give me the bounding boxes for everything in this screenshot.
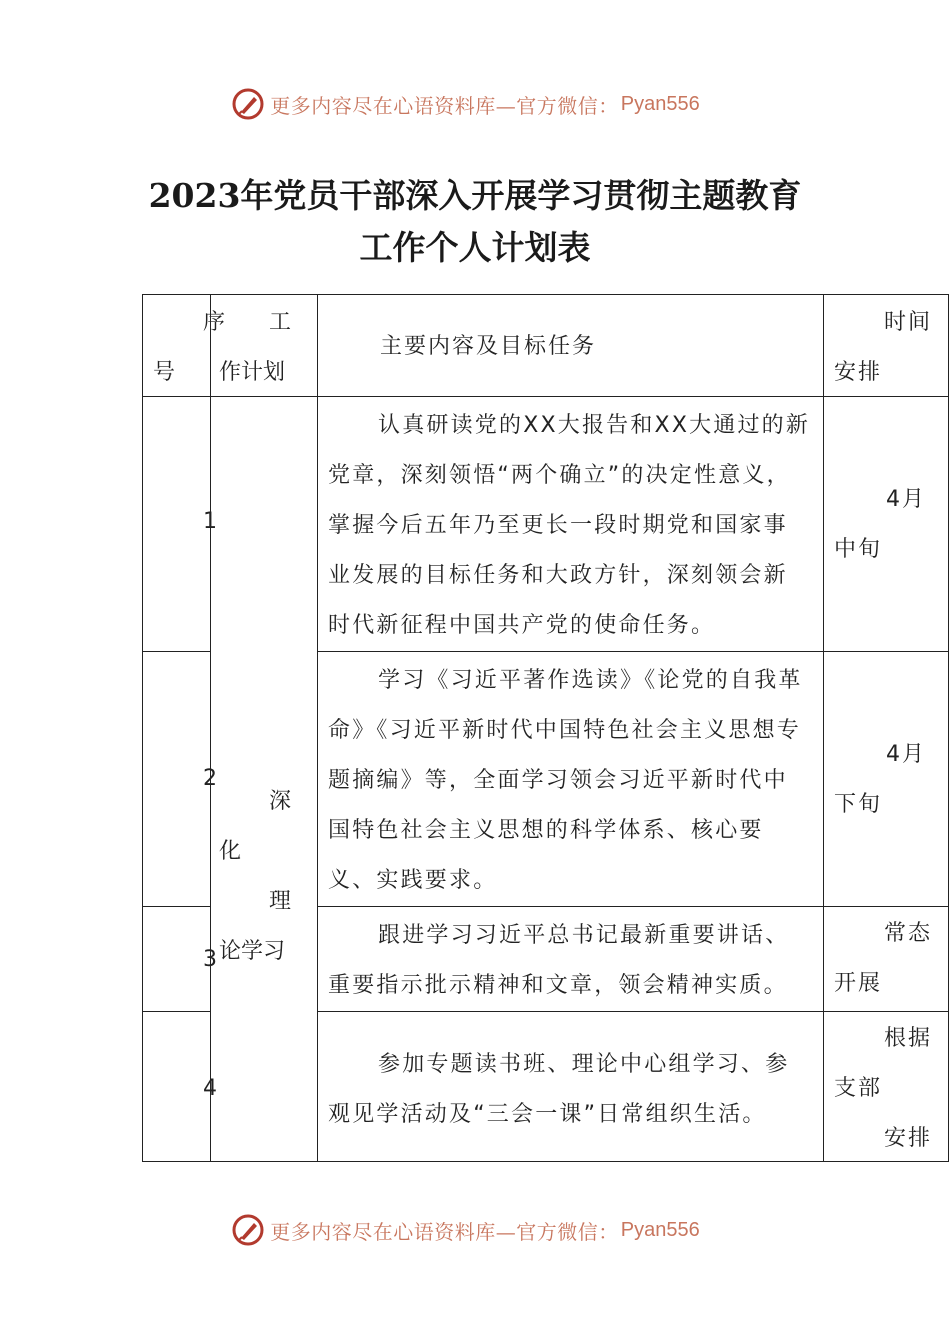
header-index — [143, 295, 226, 397]
row-time-part1: 根据 — [883, 1026, 932, 1051]
row-time-part1: 常态 — [883, 921, 932, 946]
header-time-part1: 时间 — [883, 310, 932, 335]
banner-text: 更多内容尽在心语资料库—官方微信： — [270, 93, 619, 118]
quill-pen-logo-icon — [232, 1214, 264, 1246]
row-time-part2: 中旬 — [834, 537, 883, 562]
document-title-line1: 2023年党员干部深入开展学习贯彻主题教育 — [148, 176, 802, 215]
header-time-part2: 安排 — [834, 360, 883, 385]
row-time-part1: 4月 — [886, 742, 926, 767]
table-header-row — [143, 295, 949, 397]
row-time-part2: 支部 — [834, 1076, 883, 1101]
plan-category-part3: 理 — [269, 889, 292, 914]
row-time-cell — [824, 397, 949, 652]
plan-table — [142, 294, 949, 1162]
plan-category-part2: 化 — [219, 839, 242, 864]
header-plan — [211, 295, 318, 397]
row-index-cell — [143, 907, 217, 1012]
row-index-cell — [143, 397, 217, 652]
row-index: 3 — [203, 947, 217, 972]
banner-account: Pyan556 — [620, 1218, 700, 1241]
row-content: 认真研读党的XX大报告和XX大通过的新党章，深刻领悟“两个确立”的决定性意义，掌握今后五年乃至更长一段时期党和国家事业发展的目标任务和大政方针，深刻领会新时代新征程中国共产党的使命任务。 — [318, 397, 824, 652]
row-index: 1 — [203, 509, 217, 534]
header-plan-part2: 作计划 — [219, 360, 286, 385]
header-index-part1: 序 — [203, 310, 226, 335]
header-plan-part1: 工 — [269, 310, 292, 335]
header-main-content: 主要内容及目标任务 — [318, 295, 824, 397]
banner-text: 更多内容尽在心语资料库—官方微信： — [270, 1219, 619, 1244]
quill-pen-logo-icon — [232, 88, 264, 120]
row-content: 学习《习近平著作选读》《论党的自我革命》《习近平新时代中国特色社会主义思想专题摘编》等，全面学习领会习近平新时代中国特色社会主义思想的科学体系、核心要义、实践要求。 — [318, 652, 824, 907]
header-time — [824, 295, 949, 397]
header-banner — [0, 84, 950, 124]
row-time-part2: 开展 — [834, 971, 883, 996]
row-index-cell — [143, 652, 217, 907]
plan-category-cell — [211, 397, 318, 1162]
document-title-line2: 工作个人计划表 — [359, 228, 591, 267]
row-index: 2 — [203, 766, 217, 791]
row-time-cell — [824, 1012, 949, 1162]
banner-account: Pyan556 — [620, 92, 700, 115]
row-time-part1: 4月 — [886, 487, 926, 512]
plan-category-part1: 深 — [269, 789, 292, 814]
row-content: 参加专题读书班、理论中心组学习、参观见学活动及“三会一课”日常组织生活。 — [318, 1012, 824, 1162]
footer-banner — [0, 1210, 950, 1250]
table-row — [143, 397, 949, 652]
header-index-part2: 号 — [153, 360, 176, 385]
row-time-cell — [824, 907, 949, 1012]
row-time-part2: 下旬 — [834, 792, 883, 817]
row-time-part3: 安排 — [883, 1126, 932, 1151]
row-time-cell — [824, 652, 949, 907]
plan-category-part4: 论学习 — [219, 939, 286, 964]
row-index-cell — [143, 1012, 217, 1162]
row-content: 跟进学习习近平总书记最新重要讲话、重要指示批示精神和文章，领会精神实质。 — [318, 907, 824, 1012]
row-index: 4 — [203, 1076, 217, 1101]
